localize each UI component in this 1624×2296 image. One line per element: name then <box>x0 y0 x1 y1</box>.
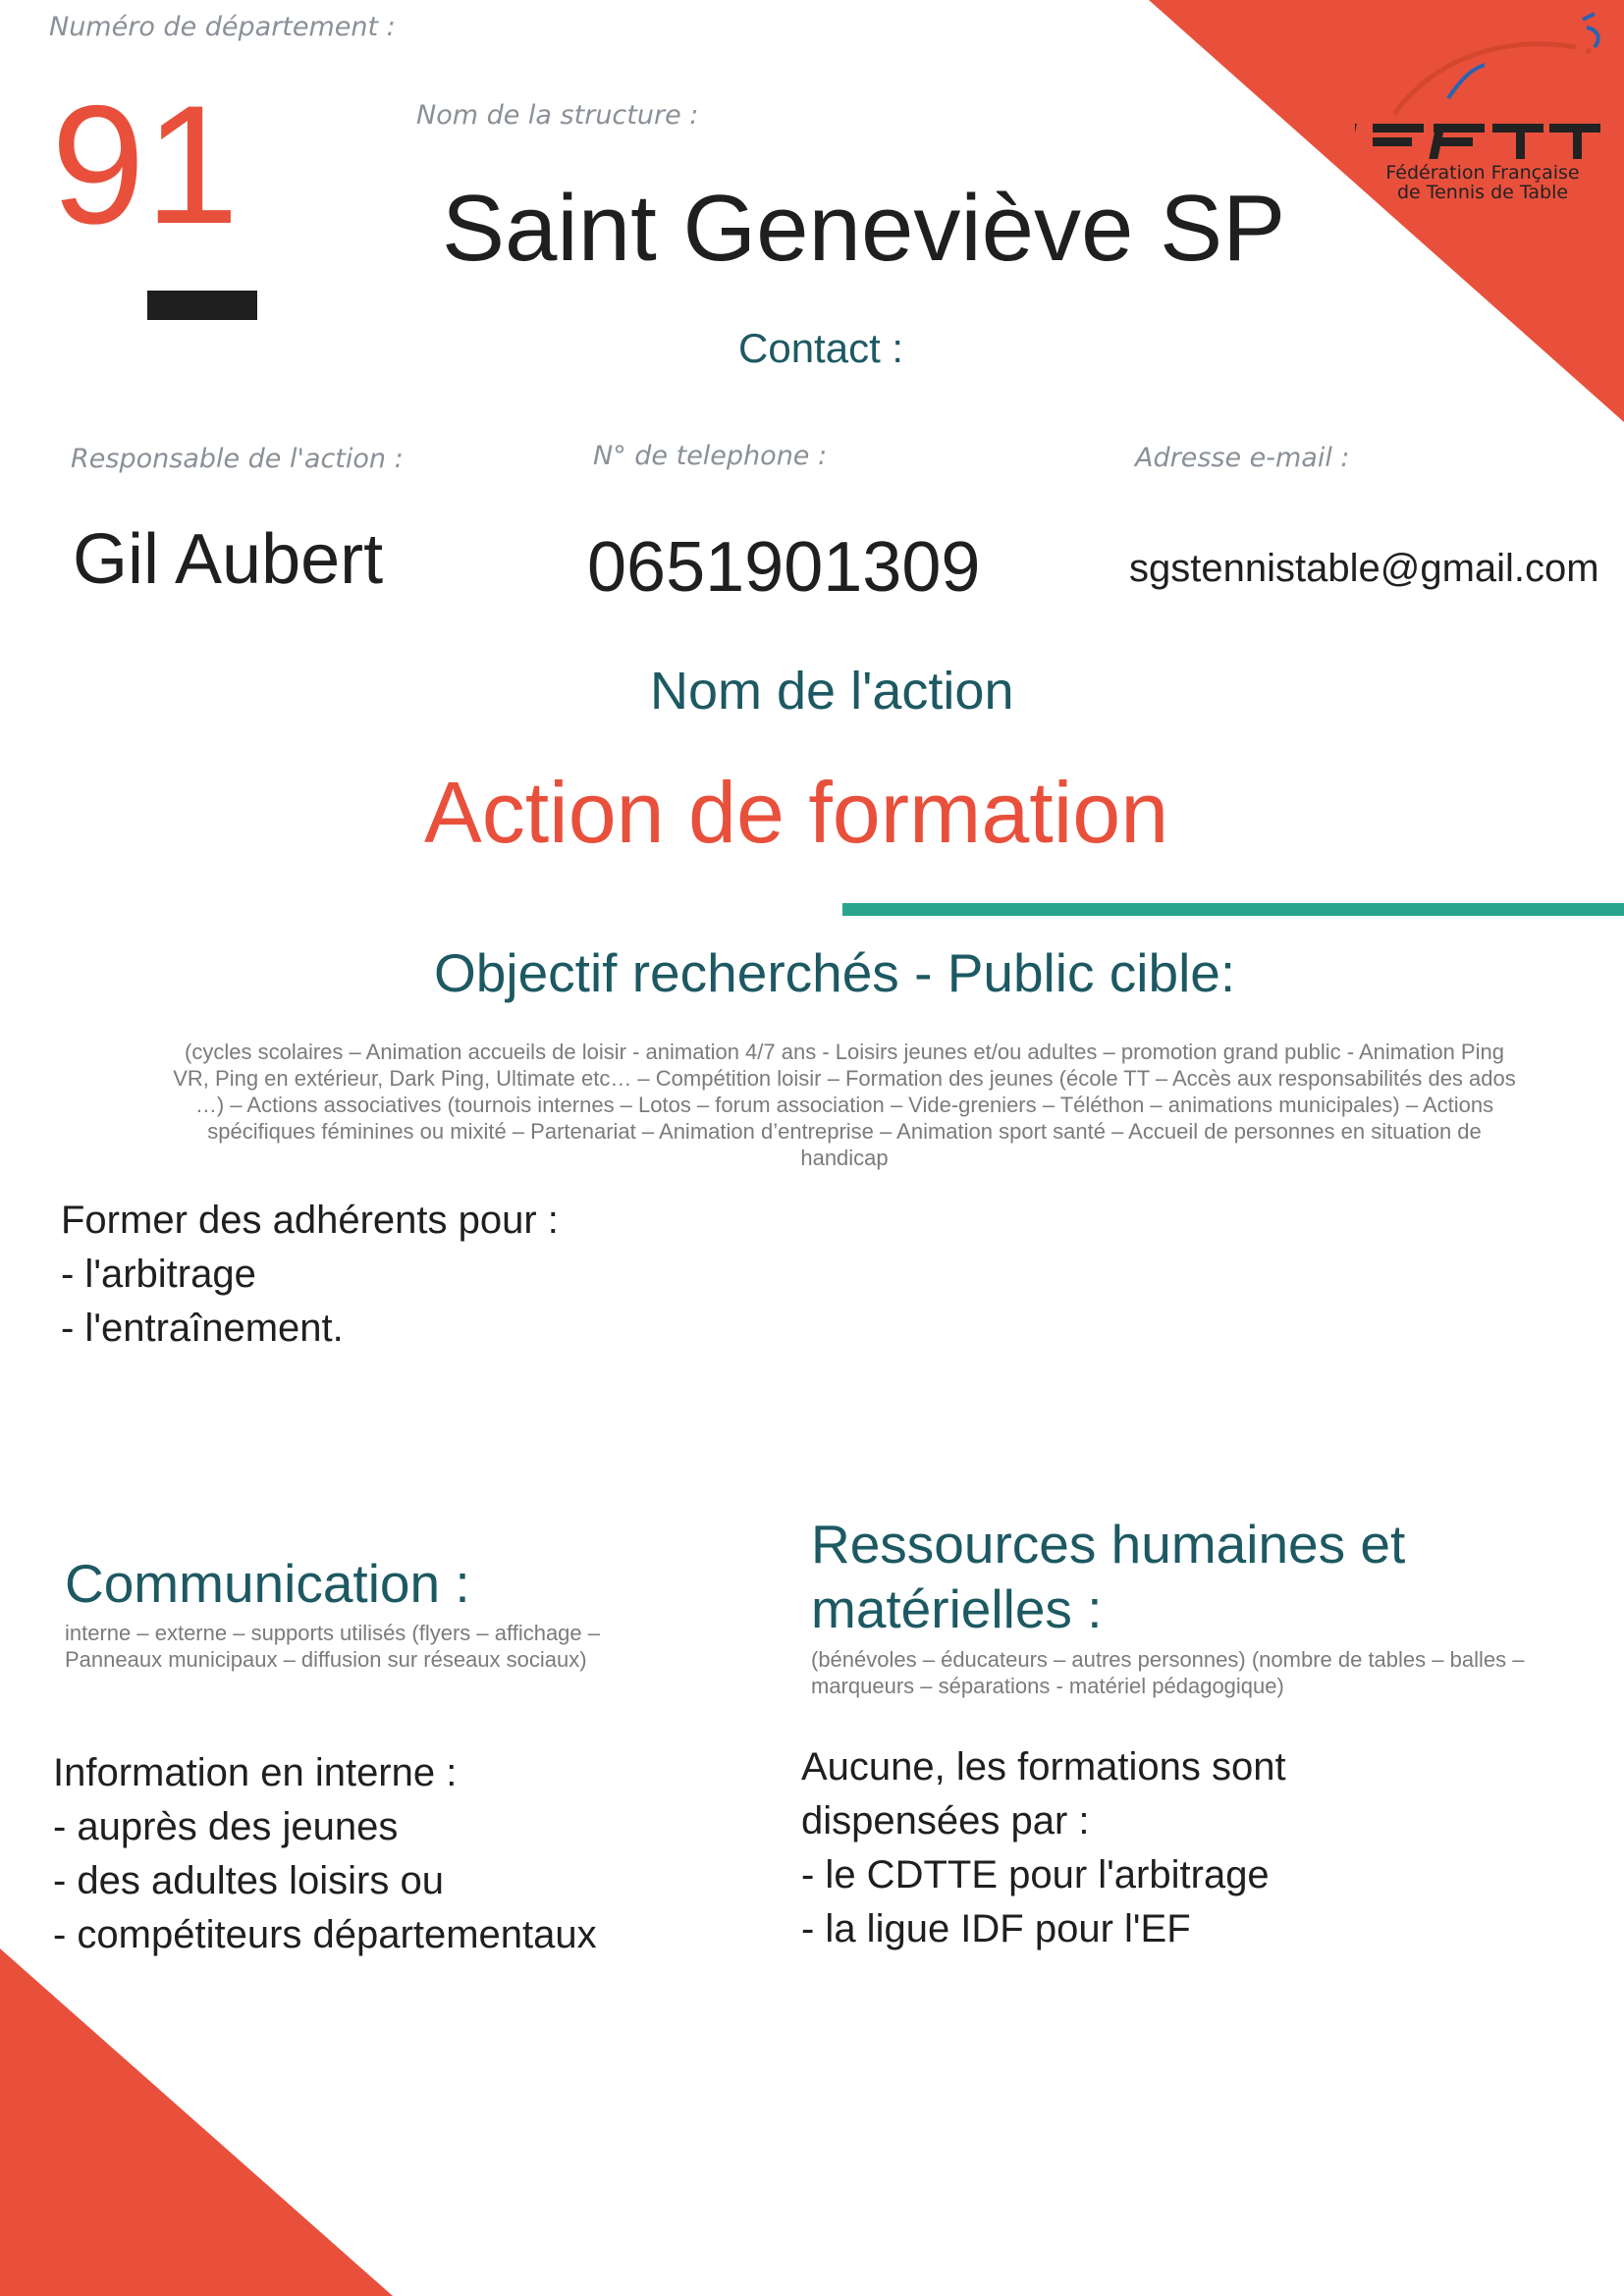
resources-line: - la ligue IDF pour l'EF <box>801 1907 1191 1950</box>
fftt-wordmark: FFTT <box>1355 8 1358 9</box>
action-name: Action de formation <box>424 764 1169 861</box>
resources-line: Aucune, les formations sont <box>801 1745 1286 1789</box>
resources-line: dispensées par : <box>801 1799 1090 1842</box>
telephone-value: 0651901309 <box>587 528 981 607</box>
fftt-caption-line2: de Tennis de Table <box>1396 182 1569 203</box>
communication-line: Information en interne : <box>53 1751 458 1794</box>
resources-body <box>801 1740 1567 1956</box>
resources-title: Ressources humaines et matérielles : <box>811 1514 1406 1639</box>
communication-hint: interne – externe – supports utilisés (flyers – affichage – Panneaux municipaux – diffusion sur réseaux sociaux) <box>65 1621 601 1672</box>
objective-title: Objectif recherchés - Public cible: <box>434 942 1236 1003</box>
resources-hint: (bénévoles – éducateurs – autres personnes) (nombre de tables – balles – marqueurs – séparations - matériel pédagogique) <box>811 1647 1525 1698</box>
department-label: Numéro de département : <box>49 12 396 42</box>
objective-hint: (cycles scolaires – Animation accueils de loisir - animation 4/7 ans - Loisirs jeunes et/ou adultes – promotion grand public - Animation Ping VR, Ping en extérieur, Dark Ping, Ultimate etc… – Compétition loisir – Formation des jeunes (école TT – Accès aux responsabilités des ados …) – Actions associatives (tournois internes – Lotos – forum association – Vide-greniers – Téléthon – animations municipales) – Actions spécifiques féminines ou mixité – Partenariat – Animation d’entreprise – Animation sport santé – Accueil de personnes en situation de handicap <box>173 1040 1516 1170</box>
objective-body <box>61 1194 945 1356</box>
responsable-value: Gil Aubert <box>73 520 384 599</box>
fftt-caption-line1: Fédération Française <box>1385 162 1580 184</box>
communication-title: Communication : <box>65 1553 470 1614</box>
email-label: Adresse e-mail : <box>1135 443 1350 473</box>
department-number: 91 <box>51 71 240 259</box>
communication-line: - compétiteurs départementaux <box>53 1913 597 1956</box>
fftt-logo-icon <box>1355 8 1610 165</box>
email-value: sgstennistable@gmail.com <box>1129 547 1599 590</box>
bottom-left-red-triangle <box>0 1949 393 2296</box>
resources-line: - le CDTTE pour l'arbitrage <box>801 1853 1270 1896</box>
fftt-caption <box>1365 163 1600 202</box>
green-divider <box>842 903 1624 916</box>
action-label: Nom de l'action <box>650 662 1014 721</box>
communication-line: - auprès des jeunes <box>53 1805 399 1848</box>
objective-line: Former des adhérents pour : <box>61 1199 559 1242</box>
responsable-label: Responsable de l'action : <box>71 444 404 474</box>
dash-bar <box>147 291 257 320</box>
objective-line: - l'arbitrage <box>61 1253 256 1296</box>
communication-body <box>53 1746 740 1962</box>
structure-name: Saint Geneviève SP <box>442 176 1286 281</box>
telephone-label: N° de telephone : <box>593 441 828 471</box>
contact-title: Contact : <box>738 325 904 371</box>
objective-line: - l'entraînement. <box>61 1307 344 1350</box>
structure-label: Nom de la structure : <box>416 100 699 131</box>
communication-line: - des adultes loisirs ou <box>53 1859 444 1902</box>
